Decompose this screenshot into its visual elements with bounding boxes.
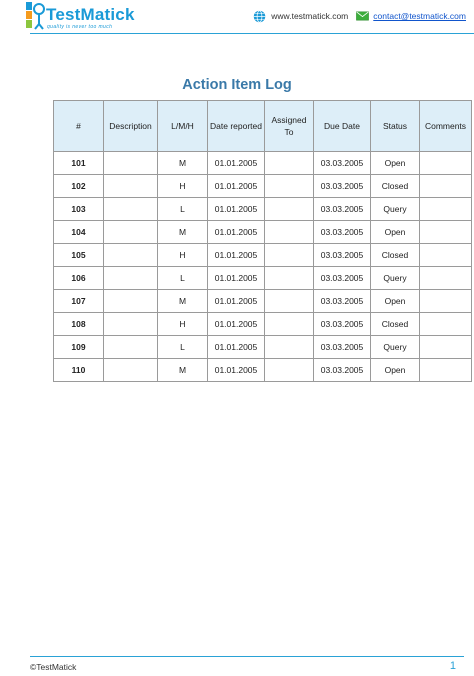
- cell-comments[interactable]: [420, 175, 472, 198]
- column-header-assigned-to: Assigned To: [265, 101, 314, 152]
- cell-description[interactable]: [104, 244, 158, 267]
- cell-due-date: 03.03.2005: [314, 244, 371, 267]
- cell-description[interactable]: [104, 267, 158, 290]
- cell-comments[interactable]: [420, 152, 472, 175]
- globe-icon: [253, 10, 266, 23]
- cell-status: Closed: [371, 313, 420, 336]
- cell-date-reported: 01.01.2005: [208, 290, 265, 313]
- cell-date-reported: 01.01.2005: [208, 198, 265, 221]
- cell-date-reported: 01.01.2005: [208, 152, 265, 175]
- cell-priority: L: [158, 198, 208, 221]
- cell-priority: L: [158, 267, 208, 290]
- cell-status: Query: [371, 336, 420, 359]
- table-row: [54, 290, 472, 313]
- table-row: [54, 221, 472, 244]
- footer-copyright: ©TestMatick: [30, 662, 77, 672]
- cell-status: Open: [371, 290, 420, 313]
- cell-description[interactable]: [104, 359, 158, 382]
- cell-priority: M: [158, 359, 208, 382]
- footer-divider: [30, 656, 464, 657]
- column-header-due-date: Due Date: [314, 101, 371, 152]
- cell-comments[interactable]: [420, 313, 472, 336]
- cell-due-date: 03.03.2005: [314, 290, 371, 313]
- cell-status: Query: [371, 267, 420, 290]
- page-title: Action Item Log: [182, 77, 292, 93]
- cell-date-reported: 01.01.2005: [208, 359, 265, 382]
- cell-num: 103: [54, 198, 104, 221]
- cell-due-date: 03.03.2005: [314, 198, 371, 221]
- cell-date-reported: 01.01.2005: [208, 336, 265, 359]
- cell-num: 106: [54, 267, 104, 290]
- cell-due-date: 03.03.2005: [314, 313, 371, 336]
- column-header-status: Status: [371, 101, 420, 152]
- testmatick-logo[interactable]: [22, 2, 142, 32]
- mail-icon: [356, 11, 369, 21]
- cell-num: 105: [54, 244, 104, 267]
- cell-assigned-to[interactable]: [265, 244, 314, 267]
- cell-date-reported: 01.01.2005: [208, 267, 265, 290]
- table-row: [54, 152, 472, 175]
- cell-num: 109: [54, 336, 104, 359]
- cell-priority: L: [158, 336, 208, 359]
- cell-due-date: 03.03.2005: [314, 152, 371, 175]
- action-item-table: [53, 100, 472, 382]
- website-link[interactable]: www.testmatick.com: [271, 11, 349, 21]
- cell-due-date: 03.03.2005: [314, 267, 371, 290]
- cell-status: Closed: [371, 244, 420, 267]
- cell-comments[interactable]: [420, 290, 472, 313]
- cell-num: 104: [54, 221, 104, 244]
- column-header-num: #: [54, 101, 104, 152]
- table-row: [54, 336, 472, 359]
- cell-due-date: 03.03.2005: [314, 175, 371, 198]
- page-header: [0, 0, 474, 34]
- cell-comments[interactable]: [420, 359, 472, 382]
- cell-description[interactable]: [104, 198, 158, 221]
- column-header-description: Description: [104, 101, 158, 152]
- cell-status: Query: [371, 198, 420, 221]
- cell-date-reported: 01.01.2005: [208, 221, 265, 244]
- cell-priority: M: [158, 221, 208, 244]
- cell-assigned-to[interactable]: [265, 221, 314, 244]
- logo-tagline: quality is never too much: [47, 24, 113, 30]
- cell-description[interactable]: [104, 152, 158, 175]
- cell-description[interactable]: [104, 221, 158, 244]
- table-row: [54, 175, 472, 198]
- cell-date-reported: 01.01.2005: [208, 313, 265, 336]
- cell-priority: H: [158, 313, 208, 336]
- column-header-priority: L/M/H: [158, 101, 208, 152]
- cell-assigned-to[interactable]: [265, 313, 314, 336]
- cell-due-date: 03.03.2005: [314, 221, 371, 244]
- cell-status: Open: [371, 359, 420, 382]
- cell-status: Open: [371, 221, 420, 244]
- cell-priority: H: [158, 175, 208, 198]
- cell-due-date: 03.03.2005: [314, 336, 371, 359]
- table-row: [54, 267, 472, 290]
- cell-comments[interactable]: [420, 244, 472, 267]
- logo-name: TestMatick: [46, 5, 135, 24]
- table-row: [54, 198, 472, 221]
- cell-comments[interactable]: [420, 336, 472, 359]
- cell-assigned-to[interactable]: [265, 175, 314, 198]
- cell-status: Closed: [371, 175, 420, 198]
- logo-figure-icon: [26, 2, 46, 30]
- cell-comments[interactable]: [420, 221, 472, 244]
- cell-num: 102: [54, 175, 104, 198]
- cell-num: 110: [54, 359, 104, 382]
- cell-status: Open: [371, 152, 420, 175]
- table-row: [54, 313, 472, 336]
- cell-description[interactable]: [104, 175, 158, 198]
- cell-comments[interactable]: [420, 267, 472, 290]
- cell-assigned-to[interactable]: [265, 152, 314, 175]
- cell-num: 107: [54, 290, 104, 313]
- cell-description[interactable]: [104, 313, 158, 336]
- cell-num: 108: [54, 313, 104, 336]
- contact-info: [253, 8, 466, 24]
- cell-assigned-to[interactable]: [265, 267, 314, 290]
- cell-num: 101: [54, 152, 104, 175]
- cell-date-reported: 01.01.2005: [208, 175, 265, 198]
- cell-priority: M: [158, 290, 208, 313]
- cell-due-date: 03.03.2005: [314, 359, 371, 382]
- cell-description[interactable]: [104, 336, 158, 359]
- column-header-comments: Comments: [420, 101, 472, 152]
- page-number: 1: [449, 660, 456, 672]
- cell-priority: M: [158, 152, 208, 175]
- cell-assigned-to[interactable]: [265, 336, 314, 359]
- cell-assigned-to[interactable]: [265, 290, 314, 313]
- email-link[interactable]: contact@testmatick.com: [373, 11, 466, 21]
- table-row: [54, 359, 472, 382]
- cell-description[interactable]: [104, 290, 158, 313]
- table-row: [54, 244, 472, 267]
- column-header-date-reported: Date reported: [208, 101, 265, 152]
- cell-comments[interactable]: [420, 198, 472, 221]
- cell-assigned-to[interactable]: [265, 359, 314, 382]
- cell-date-reported: 01.01.2005: [208, 244, 265, 267]
- header-divider: [30, 33, 474, 34]
- cell-assigned-to[interactable]: [265, 198, 314, 221]
- cell-priority: H: [158, 244, 208, 267]
